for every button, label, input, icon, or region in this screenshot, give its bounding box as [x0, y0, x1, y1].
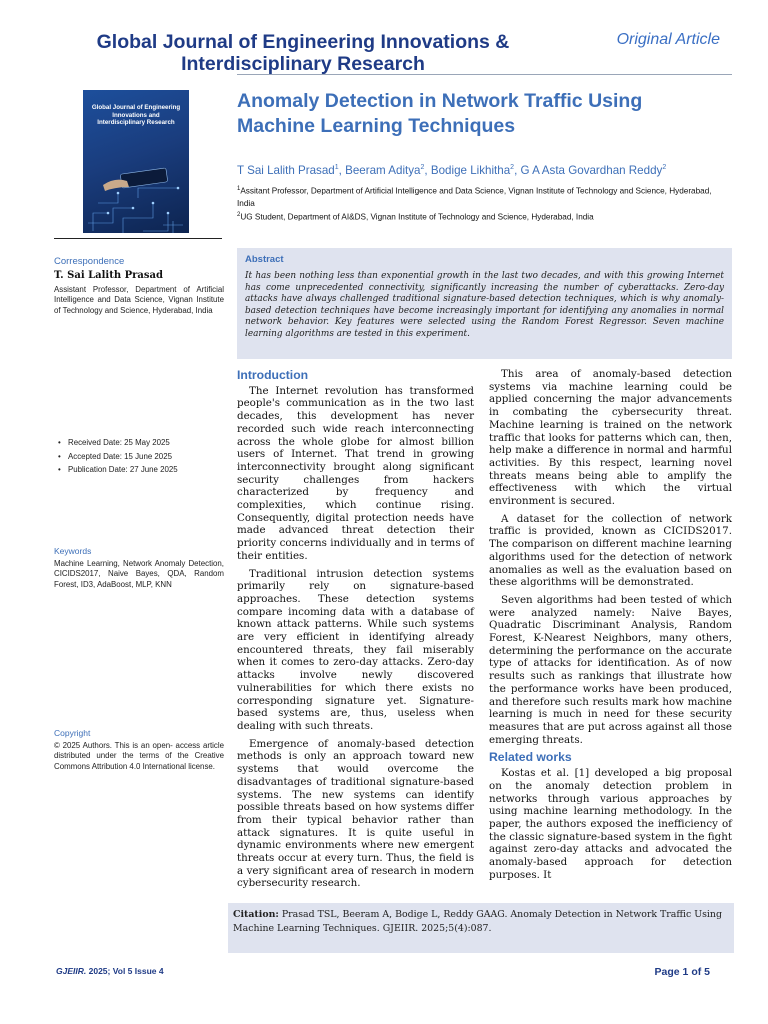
body-paragraph: A dataset for the collection of network traffic is provided, known as CICIDS2017. The comparison on different machine learning algorithms used for the detection of network anomalies as well as the evaluation based on these algorithms will be demonstrated. [489, 512, 732, 589]
author-name: Bodige Likhitha [430, 164, 511, 177]
abstract-text: It has been nothing less than exponential growth in the last two decades, and with this growing Internet has come unprecedented connectivity, significantly increasing the number of cyberattacks. Zero-day attacks have always challenged traditional signature-based detection techniques, which is why anomaly-based detection techniques have become increasingly important for identifying any anomalies in normal network behavior. Key features were selected using the Random Forest Regressor. Seven machine learning algorithms are tested in this experiment. [245, 271, 724, 339]
citation-box [228, 903, 734, 953]
article-title: Anomaly Detection in Network Traffic Using Machine Learning Techniques [237, 90, 643, 137]
page-number: Page 1 of 5 [654, 966, 710, 978]
footer-journal-abbr: GJEIIR. [56, 966, 87, 976]
body-paragraph: The Internet revolution has transformed people's communication as in the two last decades, this development has never recorded such wide reach interconnecting across the whole globe for almost billion users of Internet. That trend in growing interconnectivity brought along significant security challenges from hackers characterized by frequency and complexities, which continue rising. Consequently, digital protection needs have made advanced threat detection their priority concerns individually and in terms of their entities. [237, 384, 474, 562]
header-divider [237, 74, 732, 75]
correspondence-address: Assistant Professor, Department of Artificial Intelligence and Data Science, Vignan Institute of Technology and Science, Hyderabad, India [54, 285, 224, 315]
abstract-box [237, 248, 732, 359]
body-paragraph: Kostas et al. [1] developed a big proposal on the anomaly detection problem in networks through various approaches by using machine learning methodology. In the paper, the authors exposed the inefficiency of the classic signature-based system in the fight against zero-day attacks and advocated the anomaly-based approach for detection purposes. It [489, 767, 732, 881]
related-works-heading: Related works [489, 750, 572, 765]
author-affiliation-mark: 2 [510, 164, 515, 172]
body-paragraph: Traditional intrusion detection systems primarily rely on signature-based approaches. These detection systems compare incoming data with a database of known attack patterns. While such systems are very efficient in identifying already encountered threats, they fail miserably when it comes to zero-day attacks. Zero-day attacks involve newly discovered vulnerabilities for which there exists no corresponding signature yet. Signature-based systems are, thus, useless when dealing with such threats. [237, 567, 474, 732]
citation-text: Prasad TSL, Beeram A, Bodige L, Reddy GAAG. Anomaly Detection in Network Traffic Using Machine Learning Techniques. GJEIIR. 2025;5(4):087. [233, 909, 722, 934]
citation-label: Citation: [233, 909, 279, 920]
affiliation-number: 2 [237, 212, 241, 218]
cover-circuit-graphic [83, 163, 189, 233]
received-date: • Received Date: 25 May 2025 [54, 436, 178, 450]
introduction-heading: Introduction [237, 368, 309, 382]
footer-volume: 2025; Vol 5 Issue 4 [88, 966, 164, 976]
affiliation-text: Assitant Professor, Department of Artificial Intelligence and Data Science, Vignan Institute of Technology and Science, Hyderabad, India [237, 186, 712, 208]
author-affiliation-mark: 1 [334, 164, 339, 172]
author-name: G A Asta Govardhan Reddy [520, 164, 663, 177]
article-type-label: Original Article [616, 31, 720, 48]
body-paragraph: Emergence of anomaly-based detection methods is only an approach toward new systems that would overcome the disadvantages of traditional signature-based systems. The new systems can identify possible threats based on how systems differ from their typical behavior rather than attack signatures. It is quite useful in dynamic environments where new emergent threats occur at every turn. Thus, the field is a very significant area of research in modern cybersecurity research. [237, 737, 474, 890]
correspondence-label: Correspondence [54, 256, 125, 267]
affiliation-1 [237, 183, 727, 210]
cover-title: Global Journal of Engineering Innovations and Interdisciplinary Research [91, 104, 181, 127]
body-paragraph: Seven algorithms had been tested of which were analyzed namely: Naive Bayes, Quadratic Discriminant Analysis, Random Forest, K-Nearest Neighbors, many others, determining the performance on the accurate type of attacks for identification. As of now results such as rankings that illustrate how the performance works have been produced, and therefore such results mark how machine learning is much in need for these security measures that are put across against all those emerging threats. [489, 593, 732, 746]
correspondence-block [54, 256, 224, 316]
author-name: Beeram Aditya [345, 164, 421, 177]
body-paragraph: This area of anomaly-based detection systems via machine learning could be applied concerning the major advancements in combating the cybersecurity threat. Machine learning is trained on the network traffic that looks for patterns which can, then, help make a difference in normal and harmful activities. By this respect, learning novel threats means being able to amplify the effectiveness with which the virtual environment is secured. [489, 368, 732, 508]
journal-cover-image [83, 90, 189, 233]
abstract-heading: Abstract [245, 254, 284, 265]
affiliation-2 [237, 209, 727, 224]
journal-title: Global Journal of Engineering Innovations & Interdisciplinary Research [96, 31, 510, 75]
keywords-block [54, 546, 224, 590]
copyright-label: Copyright [54, 728, 91, 738]
correspondence-name: T. Sai Lalith Prasad [54, 270, 163, 281]
affiliation-text: UG Student, Department of AI&DS, Vignan Institute of Technology and Science, Hyderabad, India [240, 212, 594, 222]
author-affiliation-mark: 2 [420, 164, 425, 172]
author-affiliation-mark: 2 [662, 164, 667, 172]
publication-date: • Publication Date: 27 June 2025 [54, 463, 178, 477]
copyright-block [54, 728, 224, 772]
keywords-label: Keywords [54, 546, 92, 556]
sidebar-divider [54, 238, 222, 239]
article-dates [54, 436, 178, 477]
body-column-right [489, 368, 732, 886]
accepted-date: • Accepted Date: 15 June 2025 [54, 450, 178, 464]
author-name: T Sai Lalith Prasad [237, 164, 335, 177]
author-list: T Sai Lalith Prasad$^1$, Beeram Aditya$^2$, Bodige Likhitha$^2$, G A Asta Govardhan Reddy$^2$ [237, 164, 667, 177]
keywords-text: Machine Learning, Network Anomaly Detection, CICIDS2017, Naive Bayes, QDA, Random Forest, ID3, AdaBoost, MLP, KNN [54, 559, 224, 589]
copyright-text: © 2025 Authors. This is an open- access article distributed under the terms of the Creative Commons Attribution 4.0 International license. [54, 741, 224, 771]
affiliation-number: 1 [237, 186, 241, 192]
body-column-left [237, 368, 474, 895]
footer-journal-info [56, 966, 164, 976]
